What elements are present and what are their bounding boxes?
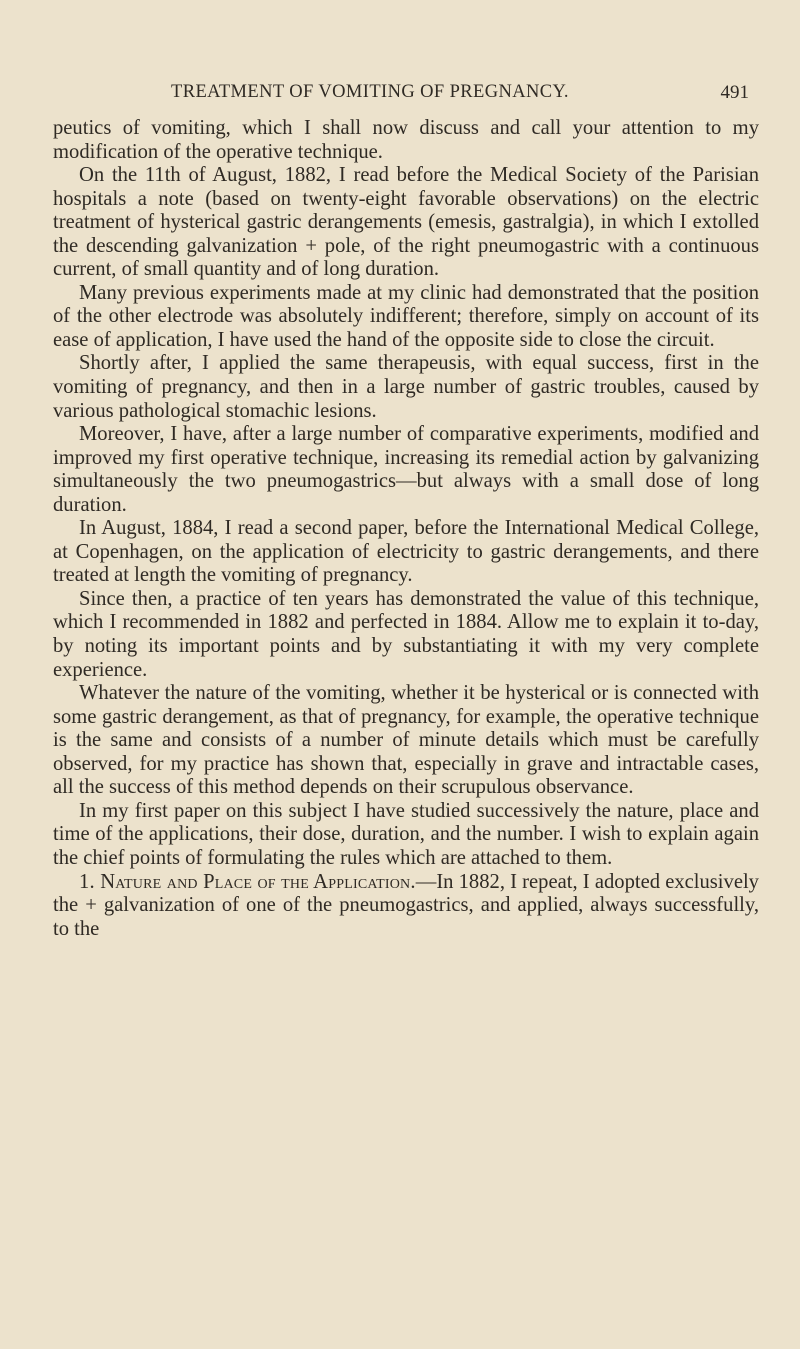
page-number: 491 (720, 82, 749, 103)
paragraph-6: In August, 1884, I read a second paper, before the International Medical College, at Copenhagen, on the application of electricity to gastric derangements, and there treated at length the vomiting of pregnancy. (53, 517, 759, 587)
book-page (53, 82, 759, 941)
section-paragraph (53, 871, 759, 942)
running-head: TREATMENT OF VOMITING OF PREGNANCY. (171, 82, 569, 102)
section-text: —In 1882, I repeat, I adopted exclusively the + galvanization of one of the pneumogastrics, and applied, always successfully, to the (53, 870, 759, 940)
paragraph-3: Many previous experiments made at my clinic had demonstrated that the position of the other electrode was absolutely indifferent; therefore, simply on account of its ease of application, I have used the hand of the opposite side to close the circuit. (53, 281, 759, 351)
paragraph-7: Since then, a practice of ten years has demonstrated the value of this technique, which I recommended in 1882 and perfected in 1884. Allow me to explain it to-day, by noting its important points and by substantiating it with my very complete experience. (53, 587, 759, 681)
paragraph-4: Shortly after, I applied the same therapeusis, with equal success, first in the vomiting of pregnancy, and then in a large number of gastric troubles, caused by various pathological stomachic lesions. (53, 352, 759, 422)
section-heading: 1. Nature and Place of the Application. (79, 870, 416, 893)
paragraph-1: peutics of vomiting, which I shall now discuss and call your attention to my modification of the operative technique. (53, 117, 759, 163)
paragraph-9: In my first paper on this subject I have studied successively the nature, place and time of the applications, their dose, duration, and the number. I wish to explain again the chief points of formulating the rules which are attached to them. (53, 799, 759, 869)
paragraph-2: On the 11th of August, 1882, I read before the Medical Society of the Parisian hospitals a note (based on twenty-eight favorable observations) on the electric treatment of hysterical gastric derangements (emesis, gastralgia), in which I extolled the descending galvanization + pole, of the right pneumogastric with a continuous current, of small quantity and of long duration. (53, 164, 759, 281)
page-header (53, 82, 759, 116)
paragraph-8: Whatever the nature of the vomiting, whether it be hysterical or is connected with some gastric derangement, as that of pregnancy, for example, the operative technique is the same and consists of a number of minute details which must be carefully observed, for my practice has shown that, especially in grave and intractable cases, all the success of this method depends on their scrupulous observance. (53, 682, 759, 799)
paragraph-5: Moreover, I have, after a large number of comparative experiments, modified and improved my first operative technique, increasing its remedial action by galvanizing simultaneously the two pneumogastrics—but always with a small dose of long duration. (53, 423, 759, 516)
body-text (53, 117, 759, 941)
